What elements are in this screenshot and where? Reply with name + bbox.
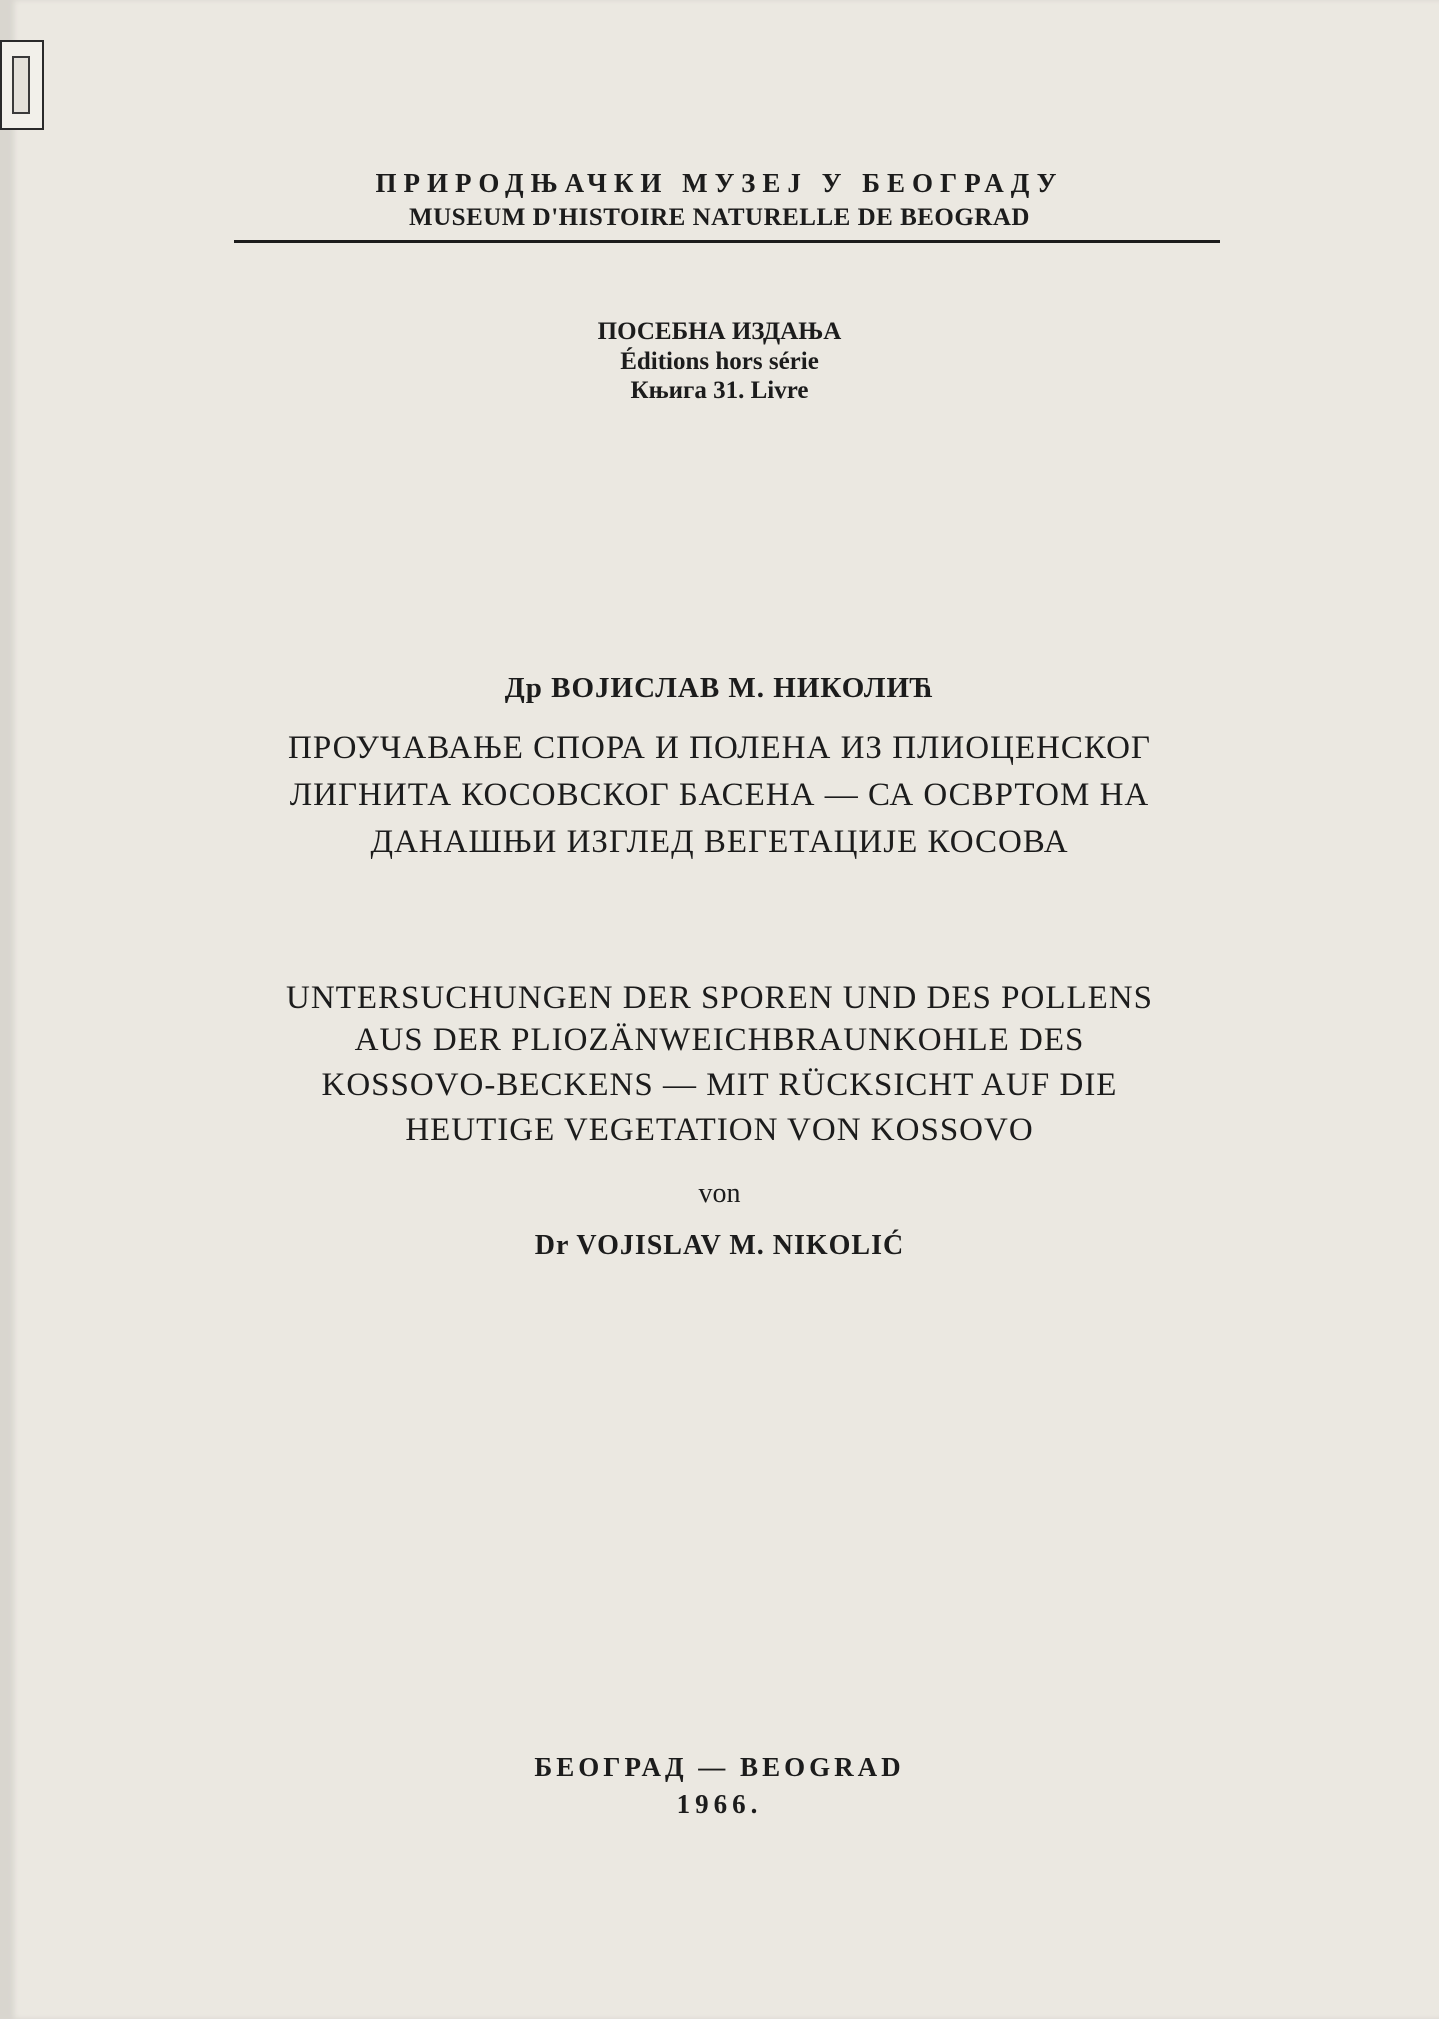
author-german: Dr VOJISLAV M. NIKOLIĆ xyxy=(534,1230,905,1261)
title-serbian-line: ДАНАШЊИ ИЗГЛЕД ВЕГЕТАЦИЈЕ КОСОВА xyxy=(370,824,1069,860)
series-title-cyrillic: ПОСЕБНА ИЗДАЊА xyxy=(597,318,842,345)
author-serbian: Др ВОЈИСЛАВ М. НИКОЛИЋ xyxy=(504,672,935,704)
title-german-line: HEUTIGE VEGETATION VON KOSSOVO xyxy=(405,1112,1034,1148)
publication-place: БЕОГРАД — BEOGRAD xyxy=(534,1752,905,1782)
by-label: von xyxy=(698,1178,741,1209)
title-serbian-line: ЛИГНИТА КОСОВСКОГ БАСЕНА — СА ОСВРТОМ НА xyxy=(289,777,1150,813)
binding-label-inner xyxy=(12,56,30,114)
title-german-line: UNTERSUCHUNGEN DER SPOREN UND DES POLLENS xyxy=(286,980,1153,1016)
series-title-french: Éditions hors série xyxy=(620,348,819,375)
publication-year: 1966. xyxy=(676,1789,763,1819)
publisher-name-cyrillic: ПРИРОДЊАЧКИ МУЗЕЈ У БЕОГРАДУ xyxy=(375,168,1064,198)
title-german-line: KOSSOVO-BECKENS — MIT RÜCKSICHT AUF DIE xyxy=(321,1067,1118,1103)
publisher-name-french: MUSEUM D'HISTOIRE NATURELLE DE BEOGRAD xyxy=(409,204,1030,231)
volume-number: Књига 31. Livre xyxy=(630,377,809,404)
title-german-line: AUS DER PLIOZÄNWEICHBRAUNKOHLE DES xyxy=(354,1022,1085,1058)
binding-label xyxy=(0,40,44,130)
title-serbian-line: ПРОУЧАВАЊЕ СПОРА И ПОЛЕНА ИЗ ПЛИОЦЕНСКОГ xyxy=(287,730,1152,766)
header-rule xyxy=(234,240,1220,243)
